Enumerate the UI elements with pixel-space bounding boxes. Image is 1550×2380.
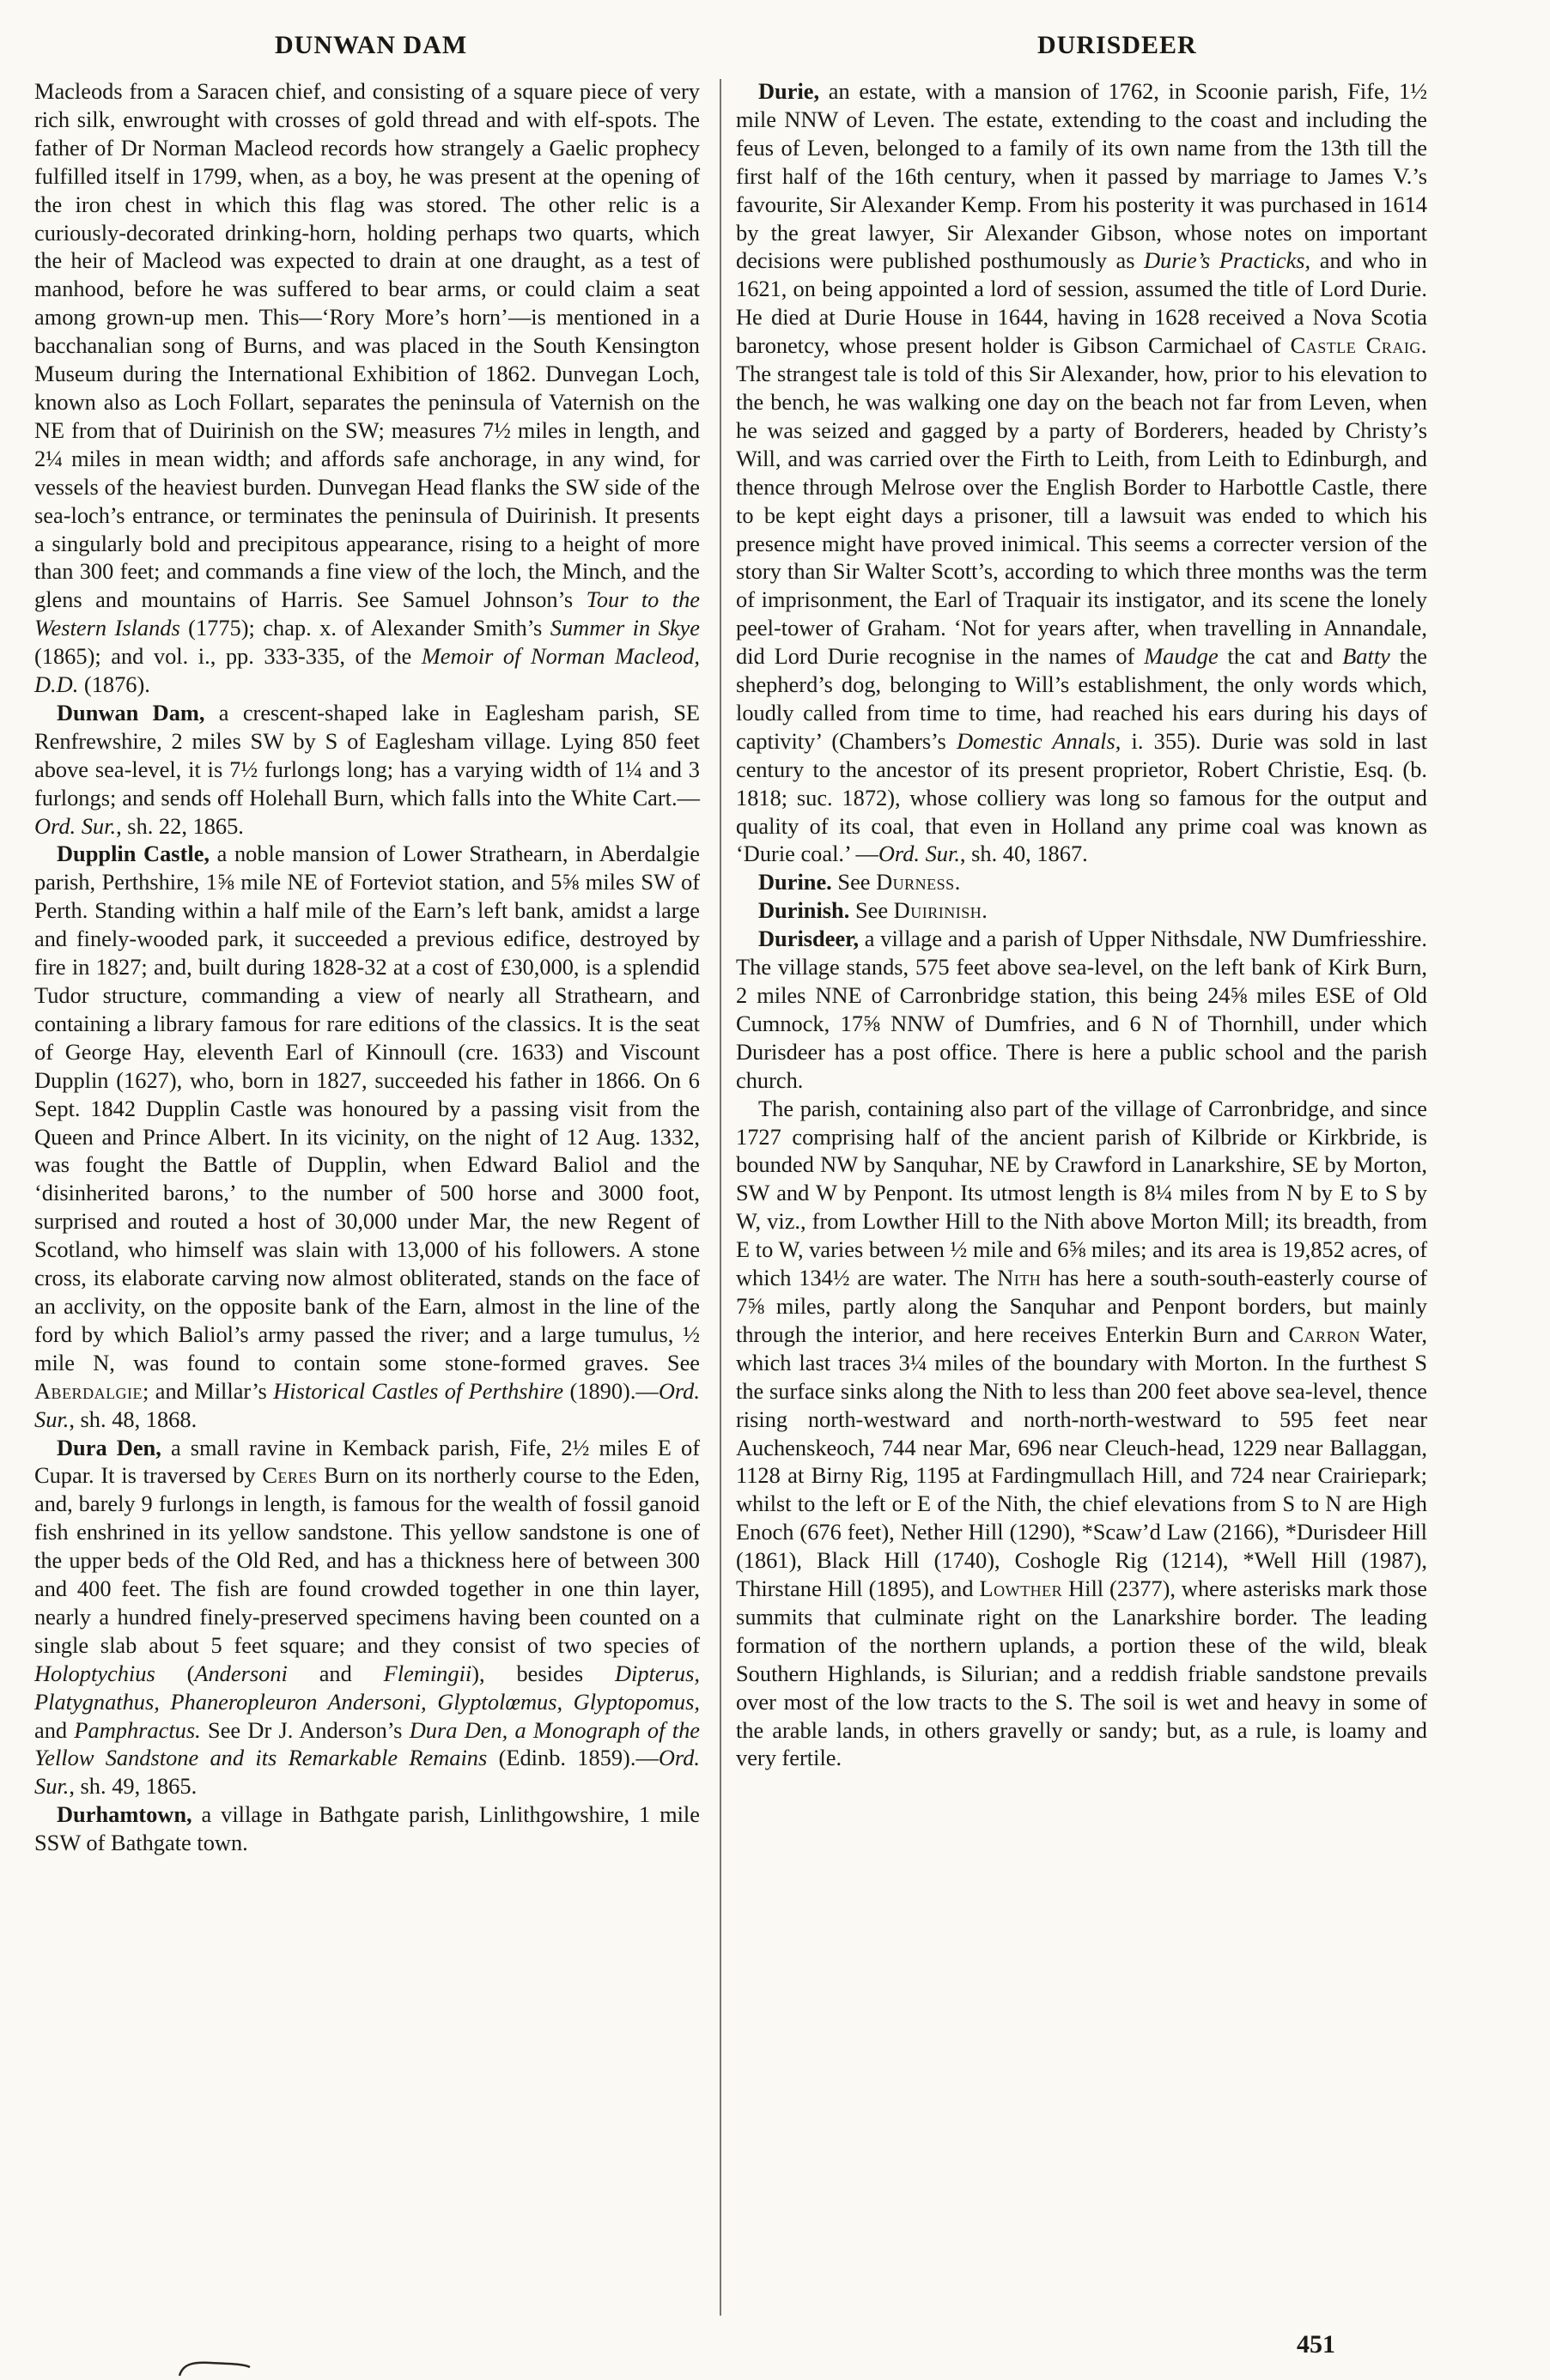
italic-title: Dura Den, a Monograph of the Yellow Sandstone and its Remarkable Remains — [34, 1716, 700, 1771]
entry-dura-den — [34, 1434, 700, 1801]
entry-text: , sh. 49, 1865. — [69, 1773, 198, 1800]
italic-title: Historical Castles of Perthshire — [273, 1377, 564, 1404]
entry-text: The strangest tale is told of this Sir Alexander, how, prior to his elevation to the bench, he was walking one day on the beach not far from Leven, when he was seized and gagged by a party of Borderers, headed by Christy’s Will, and was carried over the Firth to Leith, from Leith to Edinburgh, and thence through Melrose over the English Border to Harbottle Castle, there to be kept eight days a prisoner, till a lawsuit was ended to which his presence might have proved inimical. This seems a correcter version of the story than Sir Walter Scott’s, according to which three months was the term of imprisonment, the Earl of Traquair its instigator, and its scene the lonely peel-tower of Graham. ‘Not for years after, when travelling in Annandale, did Lord Durie recognise in the names of — [736, 361, 1427, 670]
headword: Dunwan Dam, — [57, 699, 205, 726]
italic-name: Batty — [1342, 643, 1390, 670]
species-name: Pamphractus. — [74, 1716, 201, 1743]
ordnance-ref: Ord. Sur. — [878, 841, 960, 867]
cross-reference: Durness. — [876, 869, 961, 896]
entry-text: and who in 1621, on being appointed a lord of session, assumed the title of Lord Durie. He died at Durie House in 1644, having in 1628 received a Nova Scotia baronetcy, whose present holder is Gibson Carmichael of — [736, 247, 1427, 359]
entry-text: a village in Bathgate parish, Linlithgowshire, 1 mile SSW of Bathgate town. — [34, 1801, 700, 1856]
entry-text: (1865); and vol. i., pp. 333-335, of the — [34, 643, 412, 670]
entry-text: ( — [186, 1660, 195, 1686]
cross-reference: Aberdalgie — [34, 1377, 143, 1404]
entry-text: (1890).— — [569, 1377, 659, 1404]
italic-name: Maudge — [1144, 643, 1219, 670]
entry-text: a noble mansion of Lower Strathearn, in Aberdalgie parish, Perthshire, 1⅝ mile NE of Forteviot station, and 5⅝ miles SW of Perth. Standing within a half mile of the Earn’s left bank, amidst a large and finely-wooded park, it succeeded a previous edifice, destroyed by fire in 1827; and, built during 1828-32 at a cost of £30,000, is a splendid Tudor structure, commanding a view of nearly all Strathearn, and containing a library famous for rare editions of the classics. It is the seat of George Hay, eleventh Earl of Kinnoull (cre. 1633) and Viscount Dupplin (1627), who, born in 1827, succeeded his father in 1866. On 6 Sept. 1842 Dupplin Castle was honoured by a passing visit from the Queen and Prince Albert. In its vicinity, on the night of 12 Aug. 1332, was fought the Battle of Dupplin, when Edward Baliol and the ‘disinherited barons,’ to the number of 500 horse and 3000 foot, surprised and routed a host of 30,000 under Mar, the new Regent of Scotland, who himself was slain with 13,000 of his followers. A stone cross, its elaborate carving now almost obliterated, stands on the face of an acclivity, on the opposite bank of the Earn, almost in the line of the ford by which Baliol’s army passed the river; and a large tumulus, ½ mile N, was found to contain some stone-formed graves. See — [34, 841, 700, 1375]
entry-text: , sh. 48, 1868. — [69, 1406, 198, 1432]
entry-text: See — [854, 897, 889, 924]
entry-text: and — [319, 1660, 352, 1686]
left-column — [34, 77, 700, 1857]
italic-title: Tour to the Western Islands — [34, 586, 700, 641]
entry-text: (1775); chap. x. of Alexander Smith’s — [188, 615, 543, 641]
species-name: Andersoni — [194, 1660, 288, 1686]
headword: Durhamtown, — [57, 1801, 192, 1828]
entry-text: i. 355). Durie was sold in last century to the ancestor of its present proprietor, Robert Christie, Esq. (b. 1818; suc. 1872), whose colliery was long so famous for the output and quality of its coal, that even in Holland any prime coal was known as ‘Durie coal.’ — — [736, 727, 1427, 867]
right-column — [736, 77, 1427, 1772]
entry-text: ), besides — [471, 1660, 584, 1686]
ordnance-ref: Ord. Sur. — [34, 1377, 700, 1432]
italic-title: Domestic Annals, — [957, 727, 1121, 754]
italic-title: Summer in Skye — [550, 615, 700, 641]
entry-text: the shepherd’s dog, belonging to Will’s establishment, the only words which, loudly called from time to time, had reached his ears during his days of captivity’ (Chambers’s — [736, 643, 1427, 754]
running-head-left: DUNWAN DAM — [275, 31, 468, 59]
entry-durine — [736, 868, 1427, 896]
italic-title: Memoir of Norman Macleod, D.D. — [34, 643, 700, 698]
running-head-right: DURISDEER — [1037, 31, 1197, 59]
entry-text: Burn on its northerly course to the Eden, and, barely 9 furlongs in length, is famous for the wealth of fossil ganoid fish enshrined in its yellow sandstone. This yellow sandstone is one of the upper beds of the Old Red, and has a thickness here of between 300 and 400 feet. The fish are found crowded together in one thin layer, nearly a hundred finely-preserved specimens having been counted on a single slab about 5 feet square; and they consist of two species of — [34, 1462, 700, 1658]
headword: Durinish. — [758, 897, 850, 924]
cross-reference: Nith — [997, 1265, 1042, 1291]
headword: Durine. — [758, 869, 832, 896]
entry-durie — [736, 77, 1427, 868]
entry-dunvegan-continued — [34, 77, 700, 699]
entry-dupplin-castle — [34, 840, 700, 1433]
cross-reference: Ceres — [262, 1462, 318, 1489]
column-divider — [720, 79, 721, 2316]
species-name: Flemingii — [383, 1660, 472, 1686]
entry-text: a small ravine in Kemback parish, Fife, 2½ miles E of Cupar. It is traversed by — [34, 1434, 700, 1489]
cross-reference: Duirinish. — [893, 897, 988, 924]
entry-text: has here a south-south-easterly course of 7⅝ miles, partly along the Sanquhar and Penpont borders, but mainly through the interior, and here receives Enterkin Burn and — [736, 1265, 1427, 1347]
entry-text: , sh. 22, 1865. — [116, 812, 244, 839]
entry-text: the cat and — [1227, 643, 1334, 670]
cross-reference: Castle Craig. — [1290, 332, 1427, 359]
page-number: 451 — [1297, 2330, 1335, 2359]
ordnance-ref: Ord. Sur. — [34, 812, 117, 839]
entry-dunwan-dam — [34, 699, 700, 841]
entry-durisdeer-parish — [736, 1095, 1427, 1773]
cross-reference: Carron — [1288, 1321, 1361, 1347]
entry-text: and — [34, 1716, 68, 1743]
entry-text: See — [837, 869, 871, 896]
entry-text: ; and Millar’s — [143, 1377, 267, 1404]
binding-mark — [176, 2359, 253, 2377]
entry-text: The parish, containing also part of the village of Carronbridge, and since 1727 comprising half of the ancient parish of Kilbride or Kirkbride, is bounded NW by Sanquhar, NE by Crawford in Lanarkshire, SE by Morton, SW and W by Penpont. Its utmost length is 8¼ miles from N by E to S by W, viz., from Lowther Hill to the Nith above Morton Mill; its breadth, from E to W, varies between ½ mile and 6⅝ miles; and its area is 19,852 acres, of which 134½ are water. The — [736, 1095, 1427, 1291]
cross-reference: Lowther — [979, 1576, 1063, 1602]
headword: Durisdeer, — [758, 926, 860, 952]
entry-text: a village and a parish of Upper Nithsdale, NW Dumfriesshire. The village stands, 575 feet above sea-level, on the left bank of Kirk Burn, 2 miles NNE of Carronbridge station, this being 24⅝ miles ESE of Old Cumnock, 17⅝ NNW of Dumfries, and 6 N of Thornhill, under which Durisdeer has a post office. There is here a public school and the parish church. — [736, 926, 1427, 1093]
entry-text: (Edinb. 1859).— — [498, 1745, 659, 1771]
entry-durhamtown — [34, 1800, 700, 1857]
entry-text: (1876). — [83, 671, 150, 698]
entry-text: Water, which last traces 3¼ miles of the boundary with Morton. In the furthest S the surface sinks along the Nith to less than 200 feet above sea-level, thence rising north-westward and north-north-westward to 595 feet near Auchenskeoch, 744 near Mar, 696 near Cleuch-head, 1229 near Ballaggan, 1128 at Birny Rig, 1195 at Fardingmullach Hill, and 724 near Crairiepark; whilst to the left or E of the Nith, the chief elevations from S to N are High Enoch (676 feet), Nether Hill (1290), *Scaw’d Law (2166), *Durisdeer Hill (1861), Black Hill (1740), Coshogle Rig (1214), *Well Hill (1987), Thirstane Hill (1895), and — [736, 1321, 1427, 1602]
entry-durinish — [736, 896, 1427, 925]
italic-title: Durie’s Practicks, — [1144, 247, 1311, 274]
headword: Dupplin Castle, — [57, 841, 210, 867]
entry-text: a crescent-shaped lake in Eaglesham parish, SE Renfrewshire, 2 miles SW by S of Eaglesham village. Lying 850 feet above sea-level, it is 7½ furlongs long; has a varying width of 1¼ and 3 furlongs; and sends off Holehall Burn, which falls into the White Cart.— — [34, 699, 700, 811]
entry-text: an estate, with a mansion of 1762, in Scoonie parish, Fife, 1½ mile NNW of Leven. The estate, extending to the coast and including the feus of Leven, belonged to a family of its own name from the 13th till the first half of the 16th century, when it passed by marriage to James V.’s favourite, Sir Alexander Kemp. From his posterity it was purchased in 1614 by the great lawyer, Sir Alexander Gibson, whose notes on important decisions were published posthumously as — [736, 78, 1427, 274]
entry-text: See Dr J. Anderson’s — [208, 1716, 403, 1743]
entry-durisdeer — [736, 925, 1427, 1094]
headword: Durie, — [758, 78, 820, 104]
entry-text: , sh. 40, 1867. — [959, 841, 1088, 867]
ordnance-ref: Ord. Sur. — [34, 1745, 700, 1800]
headword: Dura Den, — [57, 1434, 161, 1460]
species-name: Holoptychius — [34, 1660, 155, 1686]
entry-text: Hill (2377), where asterisks mark those summits that culminate right on the Lanarkshire border. The leading formation of the northern uplands, a portion these of the wild, bleak Southern Highlands, is Silurian; and a reddish friable sandstone prevails over most of the low tracts to the S. The soil is wet and heavy in some of the arable lands, in others gravelly or sandy; but, as a rule, is loamy and very fertile. — [736, 1576, 1427, 1771]
entry-text: Macleods from a Saracen chief, and consisting of a square piece of very rich silk, enwrought with crosses of gold thread and with elf-spots. The father of Dr Norman Macleod records how strangely a Gaelic prophecy fulfilled itself in 1799, when, as a boy, he was present at the opening of the iron chest in which this flag was stored. The other relic is a curiously-decorated drinking-horn, holding perhaps two quarts, which the heir of Macleod was expected to drain at one draught, as a test of manhood, before he was suffered to bear arms, or could claim a seat among grown-up men. This—‘Rory More’s horn’—is mentioned in a bacchanalian song of Burns, and was placed in the South Kensington Museum during the International Exhibition of 1862. Dunvegan Loch, known also as Loch Follart, separates the peninsula of Vaternish on the NE from that of Duirinish on the SW; measures 7½ miles in length, and 2¼ miles in mean width; and affords safe anchorage, in any wind, for vessels of the heaviest burden. Dunvegan Head flanks the SW side of the sea-loch’s entrance, or terminates the peninsula of Duirinish. It presents a singularly bold and precipitous appearance, rising to a height of more than 300 feet; and commands a fine view of the loch, the Minch, and the glens and mountains of Harris. See Samuel Johnson’s — [34, 78, 700, 613]
species-name: Dipterus, Platygnathus, Phaneropleuron Andersoni, Glyptolœmus, Glyptopomus, — [34, 1660, 700, 1715]
